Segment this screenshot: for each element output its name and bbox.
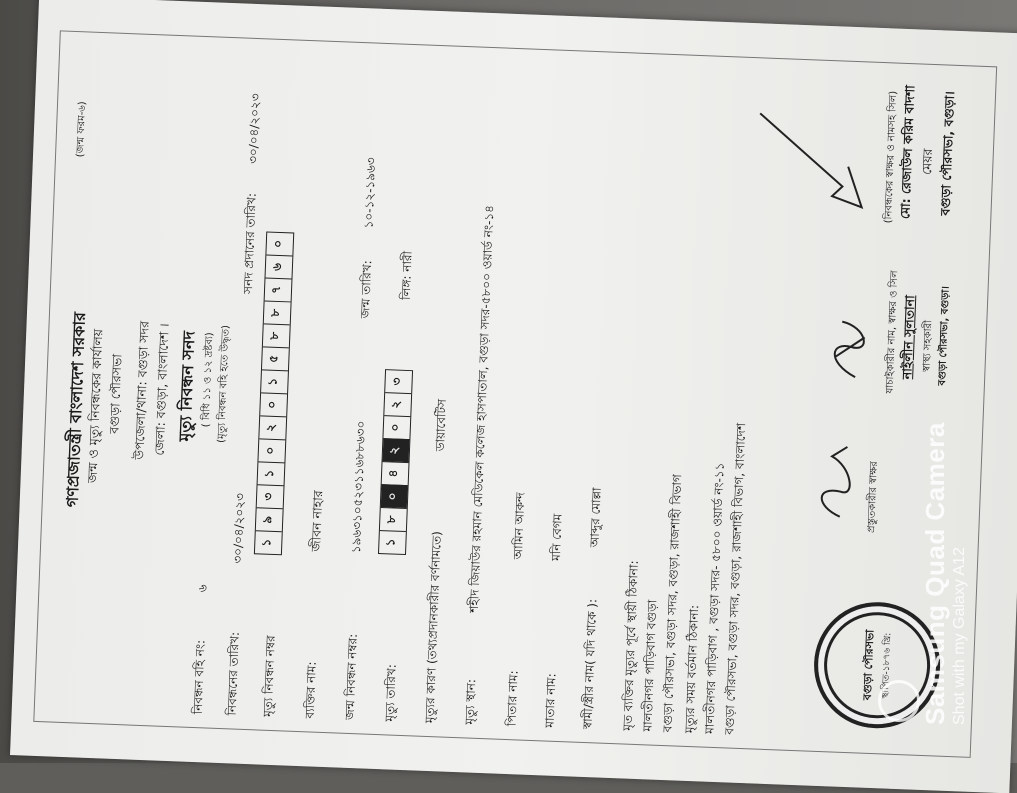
reg-digit: ১ bbox=[255, 530, 282, 554]
reg-digit: ২ bbox=[259, 415, 286, 439]
date-digit: ০ bbox=[383, 415, 410, 439]
date-digit: ০ bbox=[381, 484, 408, 508]
verifier-title: স্বাস্থ্য সহকারী bbox=[921, 319, 935, 373]
camera-lens-icon bbox=[878, 680, 920, 722]
registrar-note: (নিবন্ধকের স্বাক্ষর ও নামসহ সিল) bbox=[883, 90, 900, 224]
perm-address-1: মালতীনগর পাড়িবাগ বগুড়া bbox=[640, 599, 660, 732]
reg-digit: ৯ bbox=[256, 507, 283, 531]
watermark-line2: Shot with my Galaxy A12 bbox=[951, 547, 968, 725]
reg-digit: ১ bbox=[261, 369, 288, 393]
reg-digit: ৩ bbox=[257, 484, 284, 508]
preparer-signature bbox=[809, 436, 862, 528]
place-value: শহীদ জিয়াউর রহমান মেডিকেল কলেজ হাসপাতাল, বগুড়া সদর-৫৮০০ ওয়ার্ড নং-১৪ bbox=[466, 204, 497, 613]
certificate-title: মৃত্যু নিবন্ধন সনদ bbox=[175, 330, 199, 442]
upazila: উপজেলা/থানা: বগুড়া সদর bbox=[131, 320, 152, 461]
curr-address-label: মৃত্যুর সময় বর্তমান ঠিকানা: bbox=[682, 604, 702, 734]
curr-address-1: মালতীনগর পাড়িবাগ , বগুড়া সদর- ৫৮০০ ওয়ার্ড নং-১১ bbox=[702, 462, 727, 735]
registrar-signature bbox=[751, 103, 886, 228]
mother-label: মাতার নাম: bbox=[542, 673, 559, 728]
reg-digit: ৮ bbox=[263, 323, 290, 347]
cause-label: মৃত্যুর কারণ (তথ্যপ্রদানকারীর বর্ণনামতে) bbox=[422, 530, 444, 724]
register-book-label: নিবন্ধন বহি নং: bbox=[190, 639, 208, 715]
reg-digit: ৫ bbox=[262, 346, 289, 370]
reg-digit: ০ bbox=[270, 239, 285, 249]
district: জেলা: বগুড়া, বাংলাদেশ । bbox=[151, 323, 172, 456]
seal-subtext: স্থাপিত-১৮৭৬ খ্রি: bbox=[880, 632, 894, 699]
seal-text: বগুড়া পৌরসভা bbox=[860, 629, 877, 701]
date-digit: ৩ bbox=[389, 377, 404, 386]
watermark-line1: Samsung Quad Camera bbox=[920, 422, 950, 725]
birth-date-label: জন্ম তারিখ: bbox=[358, 260, 375, 319]
death-certificate-paper bbox=[10, 0, 1017, 793]
birth-reg-label: জন্ম নিবন্ধন নম্বর: bbox=[342, 633, 360, 721]
office-name: জন্ম ও মৃত্যু নিবন্ধকের কার্যালয় bbox=[84, 328, 106, 484]
form-number: (জন্ম ফরম-৬) bbox=[75, 101, 89, 158]
register-date-label: নিবন্ধনের তারিখ: bbox=[224, 631, 242, 716]
registrar-org: বগুড়া পৌরসভা, বগুড়া। bbox=[937, 90, 958, 216]
birth-reg-value: ১৯৬৩১০৫২৩১১৬৮৮৬৩০ bbox=[349, 420, 369, 554]
reg-digit: ৭ bbox=[265, 277, 292, 301]
father-label: পিতার নাম: bbox=[504, 670, 521, 727]
reg-digit: ০ bbox=[258, 438, 285, 462]
rule-reference: ( বিধি ১১ ও ১২ দ্রষ্টব্য) bbox=[200, 332, 216, 428]
registrar-name: মো: রেজাউল করিম বাদশা bbox=[897, 84, 918, 220]
mother-value: মনি বেগম bbox=[548, 513, 565, 562]
verifier-note: যাচাইকারীর নাম, স্বাক্ষর ও সিল bbox=[884, 270, 901, 394]
reg-digit: ৬ bbox=[266, 254, 293, 278]
register-date-value: ৩০/০৪/২০২৩ bbox=[230, 492, 248, 564]
place-label: মৃত্যু স্থান: bbox=[462, 678, 479, 725]
date-digit: ১ bbox=[379, 530, 406, 554]
reg-digit: ৮ bbox=[264, 300, 291, 324]
verifier-signature bbox=[815, 306, 878, 388]
cause-value: ডায়াবেটিস bbox=[432, 398, 449, 452]
curr-address-2: বগুড়া পৌরসভা, বগুড়া সদর, বগুড়া, রাজশাহী বিভাগ, বাংলাদেশ bbox=[722, 422, 749, 735]
reg-digit: ১ bbox=[258, 461, 285, 485]
spouse-value: আব্দুর মোল্লা bbox=[587, 487, 604, 548]
register-book-value: ৬ bbox=[195, 584, 210, 593]
spouse-label: স্বামী/স্ত্রীর নাম( যদি থাকে ): bbox=[580, 598, 600, 730]
name-label: ব্যক্তির নাম: bbox=[302, 661, 319, 719]
verifier-name: নাইলীন সুলতানা bbox=[899, 294, 918, 380]
registrar-title: মেয়র bbox=[918, 148, 935, 176]
date-digit: ৪ bbox=[382, 461, 409, 485]
death-reg-no-label: মৃত্যু নিবন্ধন নম্বর bbox=[260, 635, 278, 718]
death-date-label: মৃত্যু তারিখ: bbox=[382, 663, 399, 722]
government-title: গণপ্রজাতন্ত্রী বাংলাদেশ সরকার bbox=[62, 311, 90, 508]
reg-digit: ০ bbox=[260, 392, 287, 416]
father-value: আমিন আকন্দ bbox=[510, 492, 528, 560]
perm-address-label: মৃত ব্যক্তির মৃত্যুর পূর্বে স্থায়ী ঠিকানা: bbox=[620, 560, 641, 731]
preparer-label: প্রস্তুতকারীর স্বাক্ষর bbox=[866, 461, 880, 534]
birth-date-value: ১০-১২-১৯৬৩ bbox=[361, 157, 379, 229]
date-digit: ৮ bbox=[380, 507, 407, 531]
sex-label: লিঙ্গ: নারী bbox=[398, 250, 415, 301]
rule-reference-2: (মৃত্যু নিবন্ধন বহি হতে উদ্ধৃত) bbox=[216, 324, 232, 444]
date-digit: ২ bbox=[384, 392, 411, 416]
issue-date-value: ৩০/০৪/২০২৩ bbox=[245, 93, 263, 165]
issue-date-label: সনদ প্রদানের তারিখ: bbox=[240, 192, 259, 295]
perm-address-2: বগুড়া পৌরসভা, বগুড়া সদর, বগুড়া, রাজশাহী বিভাগ bbox=[660, 473, 685, 733]
office-place: বগুড়া পৌরসভা bbox=[106, 353, 125, 435]
verifier-org: বগুড়া পৌরসভা, বগুড়া। bbox=[936, 285, 952, 386]
name-value: জীবন নাহার bbox=[308, 490, 326, 552]
date-digit: ২ bbox=[383, 438, 410, 462]
camera-watermark bbox=[920, 422, 969, 725]
